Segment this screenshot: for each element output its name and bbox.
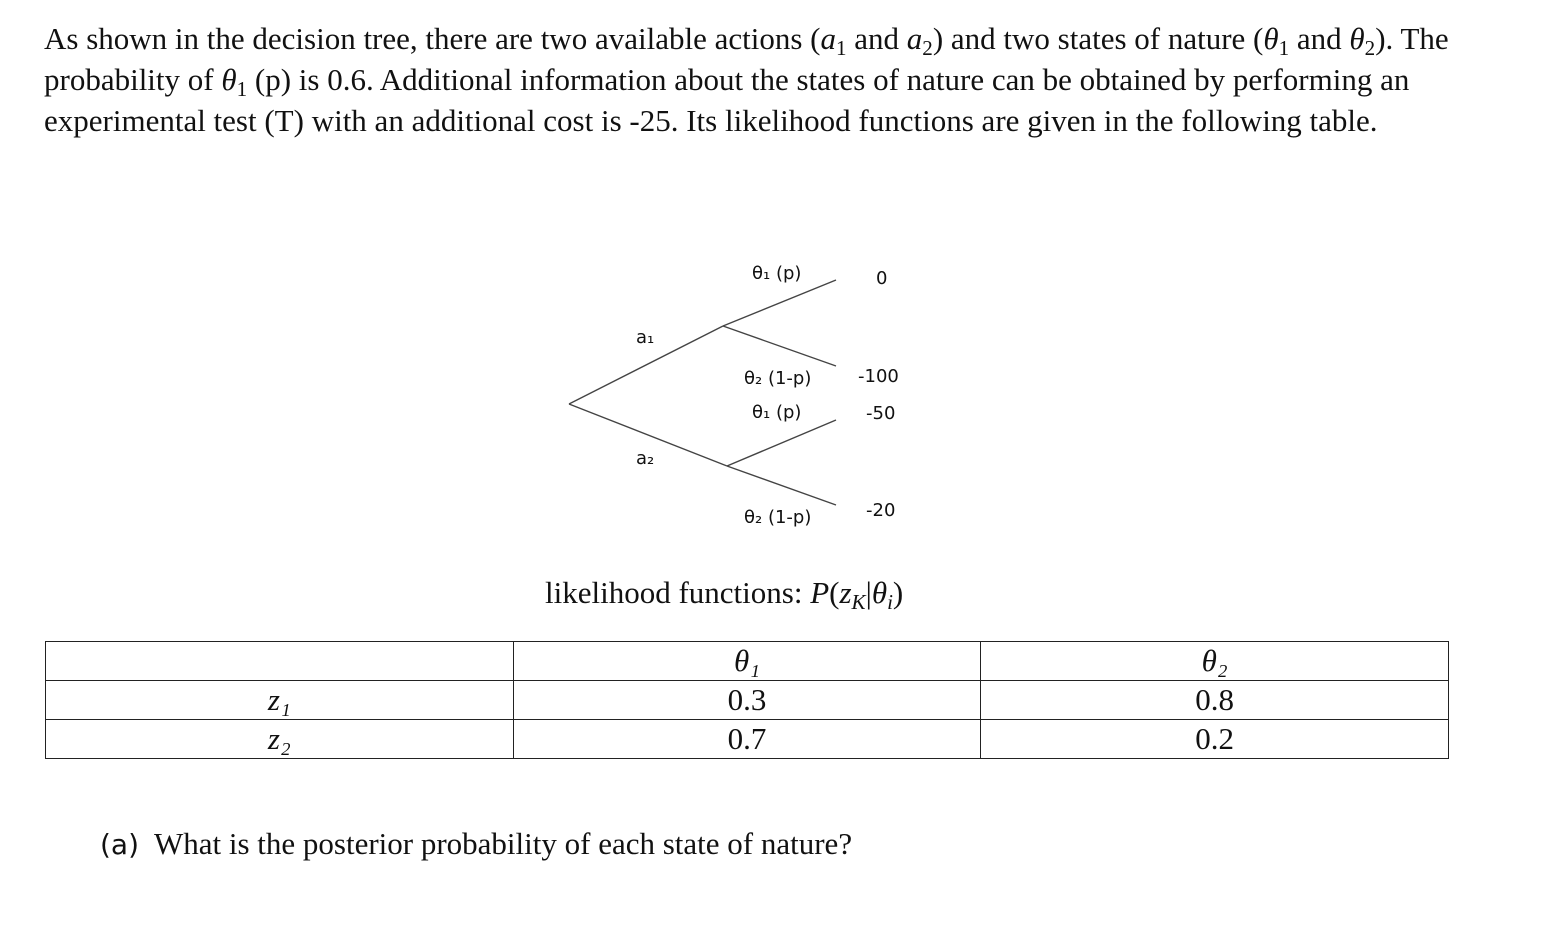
symbol-theta1-b: θ [221, 62, 237, 97]
cell-z2-theta2: 0.2 [981, 720, 1449, 759]
payoff-a1-theta2: -100 [858, 366, 899, 387]
action-a2-label: a₂ [636, 448, 655, 469]
formula-p: P [810, 575, 830, 610]
a1-theta2-label: θ₂ (1-p) [744, 368, 812, 389]
formula-close: ) [892, 575, 904, 610]
cell-z1-theta2: 0.8 [981, 681, 1449, 720]
branch-a1-theta1 [723, 280, 836, 326]
a2-theta1-label: θ₁ (p) [752, 402, 802, 423]
sub-1b: 1 [1278, 35, 1290, 60]
question-label: (a) [100, 828, 140, 861]
symbol-a2: a [906, 21, 923, 56]
question-text: What is the posterior probability of each state of nature? [153, 826, 853, 861]
row-label-z1: z₁ [46, 681, 514, 720]
branch-a2-theta2 [727, 466, 836, 505]
branch-a1-theta2 [723, 326, 836, 366]
table-caption [545, 575, 904, 614]
payoff-a1-theta1: 0 [876, 268, 888, 289]
payoff-a2-theta1: -50 [866, 403, 896, 424]
sub-1: 1 [835, 35, 847, 60]
table-header-row [46, 642, 1449, 681]
sub-2: 2 [922, 35, 933, 60]
formula-z: z [839, 575, 852, 610]
question-a [100, 826, 852, 862]
formula-theta: θ [871, 575, 888, 610]
formula-z-sub: K [851, 589, 866, 614]
header-cell-theta2: θ₂ [981, 642, 1449, 681]
caption-text: likelihood functions: [545, 575, 811, 610]
sub-2b: 2 [1364, 35, 1376, 60]
intro-text-1: As shown in the decision tree, there are two available actions ( [44, 21, 821, 56]
intro-text-4: ). The probability of [44, 21, 1449, 97]
likelihood-table [45, 641, 1449, 759]
a1-theta1-label: θ₁ (p) [752, 263, 802, 284]
formula-open: ( [829, 575, 840, 610]
header-cell-empty [46, 642, 514, 681]
payoff-a2-theta2: -20 [866, 500, 896, 521]
formula-theta-sub: i [887, 589, 893, 614]
header-cell-theta1: θ₁ [513, 642, 981, 681]
branch-a2-theta1 [727, 420, 836, 466]
table-row [46, 681, 1449, 720]
intro-text-5: (p) is 0.6. Additional information about the states of nature can be obtained by performing an experimental test (T) with an additional cost is -25. Its likelihood functions are given in the following table. [44, 62, 1410, 138]
intro-text-2: ) and two states of nature ( [932, 21, 1264, 56]
intro-and: and [846, 21, 907, 56]
sub-1c: 1 [236, 76, 248, 101]
symbol-a1: a [820, 21, 836, 56]
symbol-theta2: θ [1349, 21, 1365, 56]
action-a1-label: a₁ [636, 327, 655, 348]
table-row [46, 720, 1449, 759]
symbol-theta1: θ [1263, 21, 1279, 56]
a2-theta2-label: θ₂ (1-p) [744, 507, 812, 528]
intro-text-3: and [1289, 21, 1350, 56]
cell-z2-theta1: 0.7 [513, 720, 981, 759]
cell-z1-theta1: 0.3 [513, 681, 981, 720]
row-label-z2: z₂ [46, 720, 514, 759]
formula-bar: | [865, 575, 872, 610]
